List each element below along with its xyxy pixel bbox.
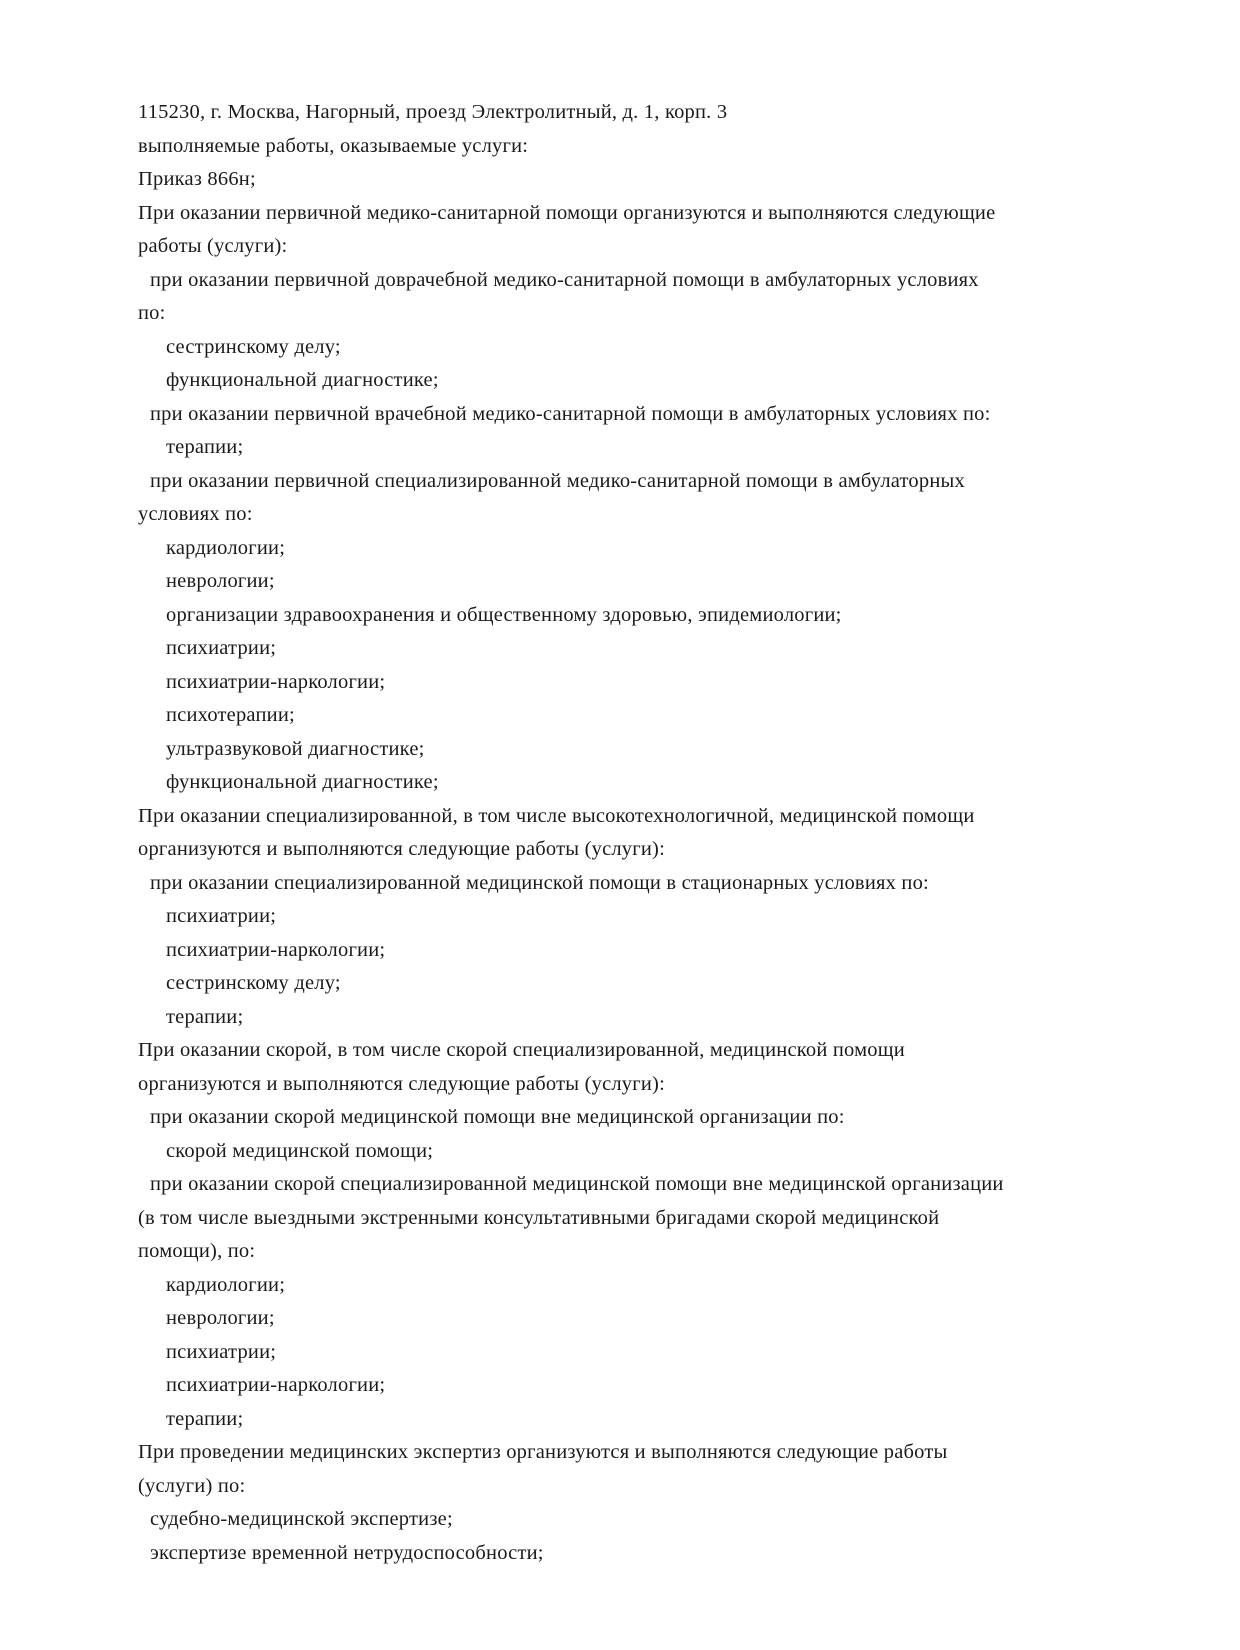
document-line: психиатрии-наркологии; [166, 670, 386, 693]
document-line: психиатрии-наркологии; [166, 938, 386, 961]
document-line: сестринскому делу; [166, 972, 341, 994]
document-line: При оказании скорой, в том числе скорой специализированной, медицинской помощи [138, 1039, 905, 1061]
document-text-block [138, 96, 1103, 1570]
document-line: При оказании специализированной, в том числе высокотехнологичной, медицинской помощи [138, 804, 975, 827]
document-line: судебно-медицинской экспертизе; [150, 1508, 453, 1530]
document-line: по: [138, 302, 166, 324]
document-line: организуются и выполняются следующие работы (услуги): [138, 838, 665, 860]
document-line: психиатрии; [166, 1340, 277, 1363]
document-line: скорой медицинской помощи; [166, 1139, 434, 1162]
document-line: функциональной диагностике; [166, 369, 439, 391]
document-line: при оказании специализированной медицинской помощи в стационарных условиях по: [150, 871, 929, 894]
document-line: 115230, г. Москва, Нагорный, проезд Электролитный, д. 1, корп. 3 [138, 101, 728, 123]
document-line: работы (услуги): [138, 235, 288, 257]
document-line: психиатрии-наркологии; [166, 1374, 386, 1396]
document-line: Приказ 866н; [138, 168, 256, 190]
document-line: при оказании первичной врачебной медико-санитарной помощи в амбулаторных условиях по: [150, 402, 991, 425]
document-line: при оказании скорой медицинской помощи вне медицинской организации по: [150, 1106, 845, 1128]
document-line: При оказании первичной медико-санитарной помощи организуются и выполняются следующие [138, 201, 996, 224]
document-line: терапии; [166, 1005, 244, 1028]
document-line: выполняемые работы, оказываемые услуги: [138, 134, 529, 157]
document-line: организуются и выполняются следующие работы (услуги): [138, 1072, 665, 1095]
document-line: условиях по: [138, 503, 253, 525]
document-line: терапии; [166, 1407, 244, 1430]
document-line: психиатрии; [166, 637, 277, 659]
document-line: кардиологии; [166, 536, 286, 559]
document-line: экспертизе временной нетрудоспособности; [150, 1541, 544, 1564]
document-line: психиатрии; [166, 905, 277, 927]
document-line: организации здравоохранения и общественному здоровью, эпидемиологии; [166, 603, 842, 626]
document-line: при оказании скорой специализированной медицинской помощи вне медицинской организации [150, 1173, 1004, 1195]
document-line: (услуги) по: [138, 1474, 246, 1497]
document-line: функциональной диагностике; [166, 771, 439, 793]
document-line: неврологии; [166, 570, 275, 592]
document-line: кардиологии; [166, 1273, 286, 1296]
document-line: сестринскому делу; [166, 335, 341, 358]
document-line: ультразвуковой диагностике; [166, 737, 425, 760]
document-line: помощи), по: [138, 1240, 256, 1262]
document-line: При проведении медицинских экспертиз организуются и выполняются следующие работы [138, 1441, 948, 1463]
document-line: при оказании первичной доврачебной медико-санитарной помощи в амбулаторных условиях [150, 268, 979, 291]
document-line: терапии; [166, 436, 244, 458]
document-line: при оказании первичной специализированной медико-санитарной помощи в амбулаторных [150, 469, 965, 492]
document-line: (в том числе выездными экстренными консультативными бригадами скорой медицинской [138, 1206, 940, 1229]
document-line: психотерапии; [166, 704, 295, 726]
document-line: неврологии; [166, 1307, 275, 1329]
